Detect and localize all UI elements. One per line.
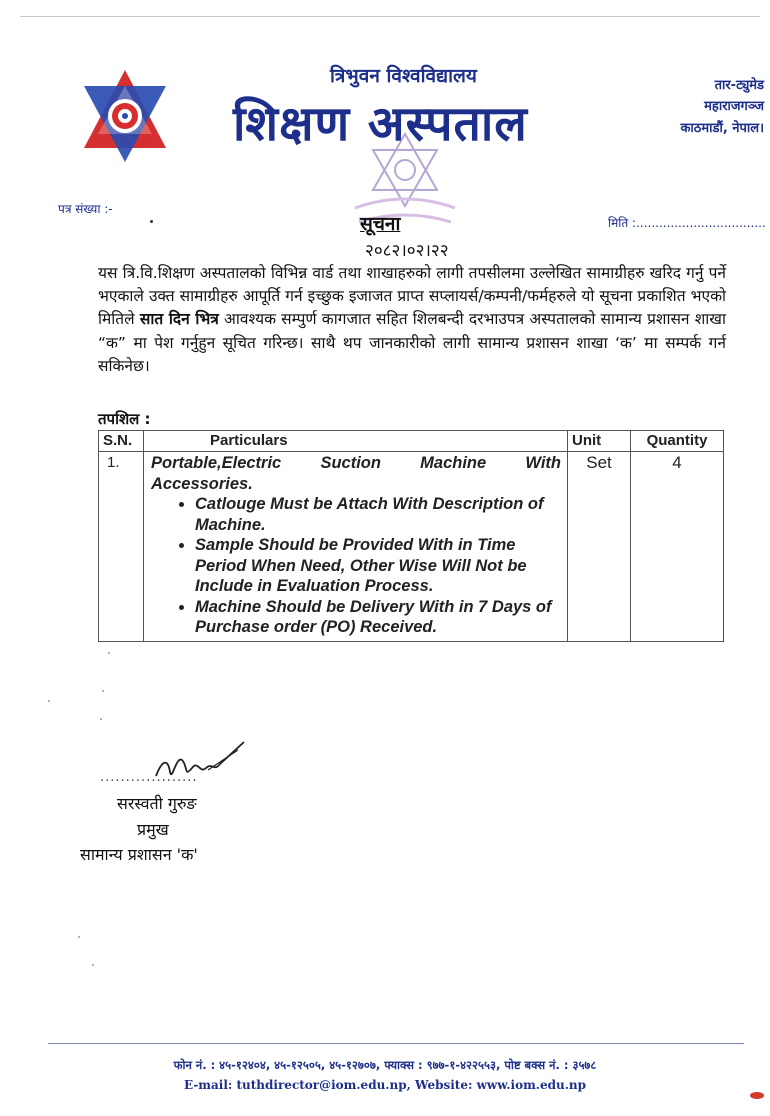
notice-title: सूचना <box>360 213 401 235</box>
signatory-department: सामान्य प्रशासन 'क' <box>80 845 198 864</box>
item-notes <box>151 494 561 638</box>
reference-number-label: पत्र संख्या :- <box>58 202 113 216</box>
speck <box>108 652 110 654</box>
speck <box>150 220 153 223</box>
table-header-row <box>99 431 724 452</box>
paragraph-text: आवश्यक सम्पुर्ण कागजात सहित शिलबन्दी दरभाउपत्र अस्पतालको सामान्य प्रशासन शाखा “क” मा पेश गर्नुहुन सूचित गरिन्छ। साथै थप जानकारीको लागी सामान्य प्रशासन शाखा ‘क’ मा सम्पर्क गर्न सकिनेछ। <box>98 310 726 375</box>
speck <box>100 718 102 720</box>
speck <box>48 700 50 702</box>
row-quantity: 4 <box>631 452 724 642</box>
details-label: तपशिल : <box>98 410 151 428</box>
row-unit: Set <box>568 452 631 642</box>
address-line: तार-ट्युमेड <box>714 78 764 93</box>
university-logo-icon <box>82 68 168 164</box>
signature-line: ................... <box>100 770 198 785</box>
item-title-cont: Accessories. <box>151 474 253 493</box>
notice-paragraph <box>98 262 726 378</box>
header-sn: S.N. <box>99 431 144 452</box>
list-item: • Sample Should be Provided With in Time Period When Need, Other Wise Will Not be Include in Evaluation Process. <box>195 535 561 597</box>
date-label: मिति :.................................. <box>608 216 766 230</box>
header-particulars: Particulars <box>144 431 568 452</box>
notice-date: २०८२।०२।२२ <box>365 241 449 261</box>
table-row <box>99 452 724 642</box>
signatory-title: प्रमुख <box>137 820 169 839</box>
items-table <box>98 430 724 642</box>
item-title: Portable,Electric Suction Machine With <box>151 454 561 472</box>
row-particulars <box>144 452 568 642</box>
speck <box>102 690 104 692</box>
top-rule <box>20 16 760 17</box>
hospital-name: शिक्षण अस्पताल <box>233 96 528 152</box>
paragraph-text: यस त्रि.वि.शिक्षण अस्पतालको विभिन्न वार्ड तथा शाखाहरुको लागी तपसीलमा उल्लेखित सामाग्रीहरु खरिद गर्नु पर्ने भएकाले उक्त सामाग्रीहरु आपूर्ति गर्न इच्छुक इजाजत प्राप्त सप्लायर्स/कम्पनी/फर्महरुले यो सूचना प्रकाशित भएको मितिले <box>98 264 726 329</box>
paragraph-deadline: सात दिन भित्र <box>139 310 219 329</box>
footer-rule <box>48 1043 744 1044</box>
speck <box>92 964 94 966</box>
university-name: त्रिभुवन विश्वविद्यालय <box>330 65 477 87</box>
row-sn: 1. <box>99 452 144 642</box>
header-quantity: Quantity <box>631 431 724 452</box>
header-unit: Unit <box>568 431 631 452</box>
list-item: • Machine Should be Delivery With in 7 Days of Purchase order (PO) Received. <box>195 597 561 638</box>
footer-contact: फोन नं. : ४५-१२४०४, ४५-१२५०५, ४५-१२७०७, फ्याक्स : ९७७-१-४२२५५३, पोष्ट बक्स नं. : ३५७८ <box>173 1058 597 1072</box>
address-line: काठमाडौं, नेपाल। <box>680 121 764 136</box>
address-line: महाराजगञ्ज <box>704 99 764 114</box>
signatory-name: सरस्वती गुरुङ <box>117 794 197 813</box>
speck <box>78 936 80 938</box>
red-mark <box>750 1092 764 1099</box>
list-item: • Catlouge Must be Attach With Description of Machine. <box>195 494 561 535</box>
footer-email-website: E-mail: tuthdirector@iom.edu.np, Website: www.iom.edu.np <box>183 1078 587 1092</box>
